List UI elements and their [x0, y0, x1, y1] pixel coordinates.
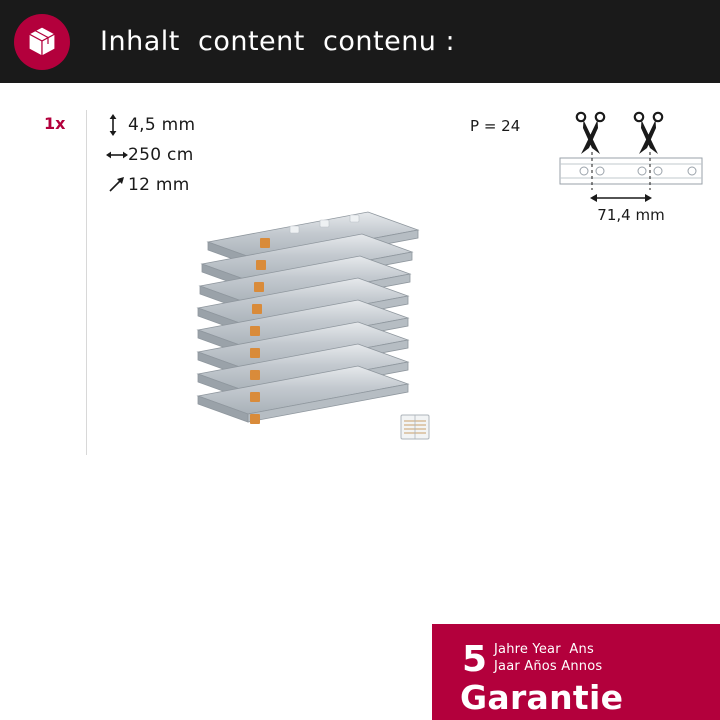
guarantee-years: 5	[462, 639, 488, 680]
vertical-divider	[86, 110, 87, 455]
cut-length-label: 71,4 mm	[597, 206, 665, 224]
dimension-value: 250 cm	[128, 145, 194, 165]
header-bar	[0, 0, 720, 83]
page-title: Inhalt content contenu :	[100, 26, 456, 57]
package-box-icon	[14, 14, 70, 70]
dimension-list	[106, 112, 306, 202]
guarantee-badge	[432, 624, 720, 720]
guarantee-line-2: Jaar Años Annos	[494, 659, 603, 674]
width-arrow-icon	[106, 148, 128, 162]
quantity-label: 1x	[44, 114, 66, 133]
dimension-row	[106, 112, 306, 138]
diagonal-arrow-icon	[106, 175, 128, 195]
guarantee-line-1: Jahre Year Ans	[494, 642, 594, 657]
dimension-value: 4,5 mm	[128, 115, 196, 135]
pitch-label: P = 24	[470, 117, 521, 135]
dimension-row	[106, 172, 306, 198]
strip-connector-icon	[398, 410, 432, 444]
guarantee-word: Garantie	[460, 678, 624, 717]
dimension-value: 12 mm	[128, 175, 190, 195]
dimension-row	[106, 142, 306, 168]
height-arrow-icon	[106, 114, 128, 136]
